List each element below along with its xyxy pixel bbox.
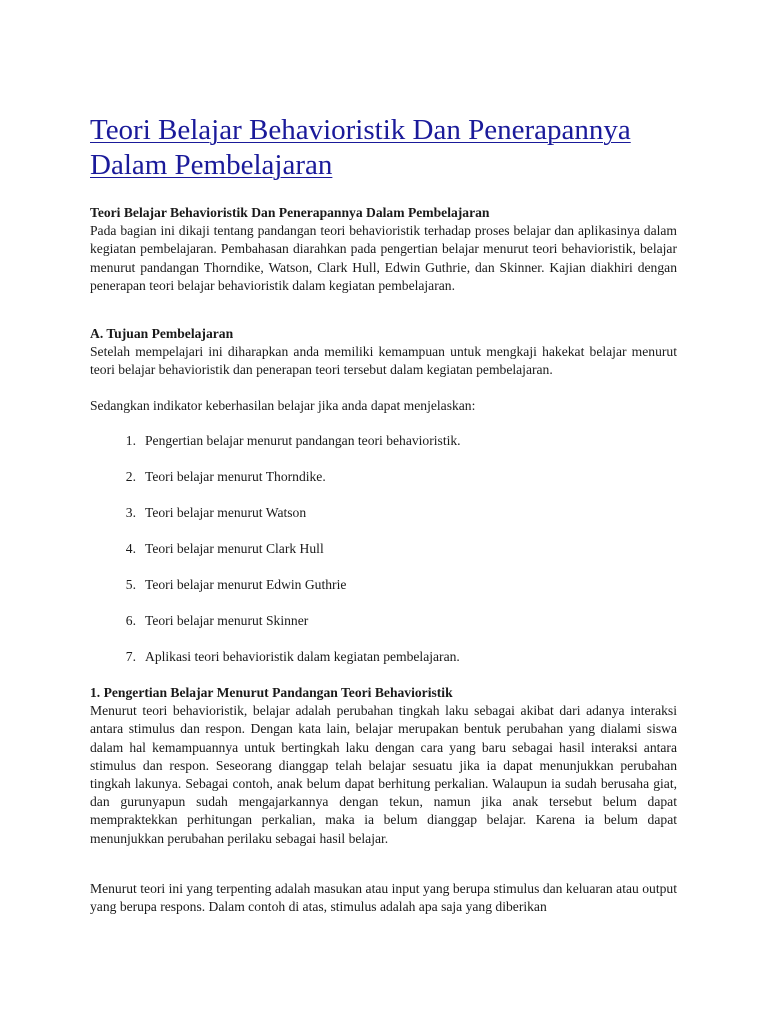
list-item-number: 6. [125,613,136,628]
list-item-text: Aplikasi teori behavioristik dalam kegiatan pembelajaran. [145,649,460,664]
list-item [90,432,677,468]
list-item [90,576,677,612]
list-item [90,612,677,648]
intro-paragraph: Pada bagian ini dikaji tentang pandangan teori behavioristik terhadap proses belajar dan aplikasinya dalam kegiatan pembelajaran. Pembahasan diarahkan pada pengertian belajar menurut teori behavioristik, belajar menurut pandangan Thorndike, Watson, Clark Hull, Edwin Guthrie, dan Skinner. Kajian diakhiri dengan penerapan teori belajar behavioristik dalam kegiatan pembelajaran. [90,223,677,293]
list-item [90,504,677,540]
list-item-text: Teori belajar menurut Watson [145,505,307,520]
list-item-text: Teori belajar menurut Clark Hull [145,541,324,556]
section-1-block [90,684,677,848]
list-item-number: 4. [125,541,136,556]
list-item-number: 3. [125,505,136,520]
indicator-list [90,432,677,684]
list-item-text: Teori belajar menurut Edwin Guthrie [145,577,347,592]
section-a-block [90,325,677,380]
list-item-number: 7. [125,649,136,664]
section-1-paragraph-2: Menurut teori ini yang terpenting adalah masukan atau input yang berupa stimulus dan keluaran atau output yang berupa respons. Dalam contoh di atas, stimulus adalah apa saja yang diberikan [90,881,677,915]
list-item-text: Teori belajar menurut Skinner [145,613,309,628]
list-item-number: 2. [125,469,136,484]
section-a-paragraph: Setelah mempelajari ini diharapkan anda memiliki kemampuan untuk mengkaji hakekat belajar menurut teori belajar behavioristik dan penerapan teori tersebut dalam kegiatan pembelajaran. [90,344,677,378]
list-item [90,468,677,504]
list-item [90,648,677,684]
section-1-paragraph-1: Menurut teori behavioristik, belajar adalah perubahan tingkah laku sebagai akibat dari adanya interaksi antara stimulus dan respon. Dengan kata lain, belajar merupakan bentuk perubahan yang dialami siswa dalam hal kemampuannya untuk bertingkah laku dengan cara yang baru sebagai hasil interaksi antara stimulus dan respon. Seseorang dianggap telah belajar sesuatu jika ia dapat menunjukkan perubahan tingkah lakunya. Sebagai contoh, anak belum dapat berhitung perkalian. Walaupun ia sudah berusaha giat, dan gurunyapun sudah mengajarkannya dengan tekun, namun jika anak tersebut belum dapat mempraktekkan perhitungan perkalian, maka ia belum dianggap belajar. Karena ia belum dapat menunjukkan perubahan perilaku sebagai hasil belajar. [90,703,677,846]
intro-heading: Teori Belajar Behavioristik Dan Penerapannya Dalam Pembelajaran [90,205,490,220]
page-title[interactable]: Teori Belajar Behavioristik Dan Penerapannya Dalam Pembelajaran [90,114,631,181]
list-item-number: 1. [125,433,136,448]
list-item [90,540,677,576]
list-item-text: Pengertian belajar menurut pandangan teori behavioristik. [145,433,461,448]
indicator-intro: Sedangkan indikator keberhasilan belajar jika anda dapat menjelaskan: [90,398,476,413]
list-item-text: Teori belajar menurut Thorndike. [145,469,326,484]
section-a-heading: A. Tujuan Pembelajaran [90,326,234,341]
intro-block [90,204,677,295]
section-1-heading: 1. Pengertian Belajar Menurut Pandangan Teori Behavioristik [90,685,453,700]
list-item-number: 5. [125,577,136,592]
